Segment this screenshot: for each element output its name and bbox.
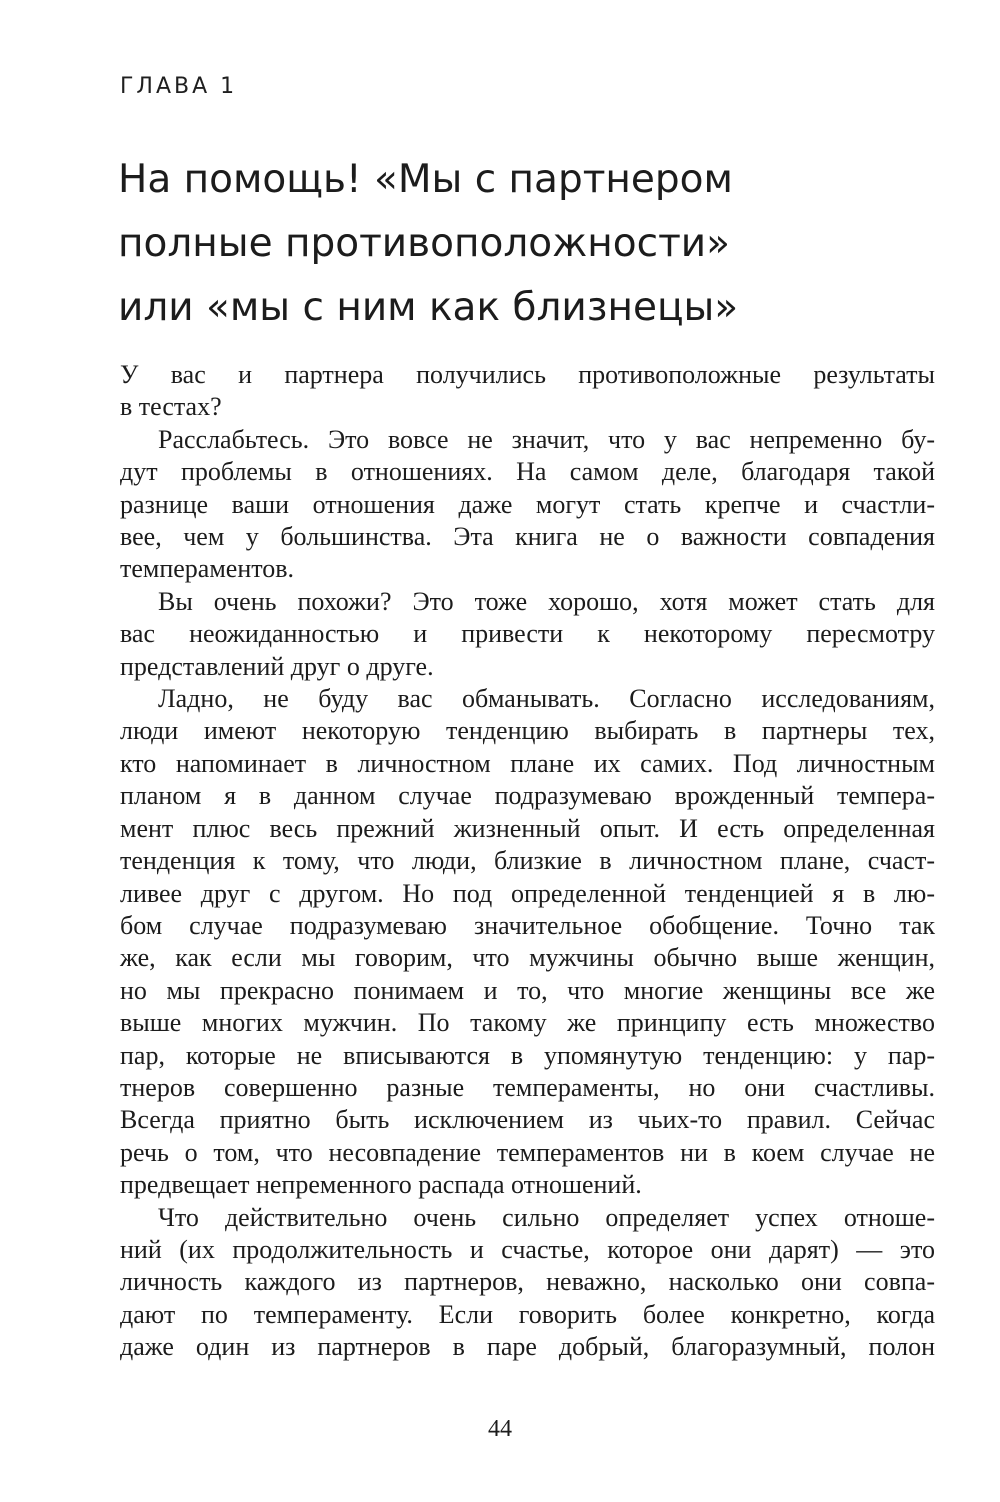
text-line: бом случае подразумеваю значительное обобщение. Точно так <box>120 910 935 940</box>
text-line: даже один из партнеров в паре добрый, благоразумный, полон <box>120 1332 935 1362</box>
chapter-title-line: или «мы с ним как близнецы» <box>118 285 739 330</box>
text-line: Ладно, не буду вас обманывать. Согласно исследованиям, <box>158 684 935 714</box>
text-line: Расслабьтесь. Это вовсе не значит, что у вас непременно бу- <box>158 424 935 454</box>
text-line: разнице ваши отношения даже могут стать крепче и счастли- <box>120 489 935 519</box>
text-line: тнеров совершенно разные темпераменты, но они счастливы. <box>120 1072 935 1102</box>
text-line: ний (их продолжительность и счастье, которое они дарят) — это <box>120 1234 935 1264</box>
text-line: тенденция к тому, что люди, близкие в личностном плане, счаст- <box>120 846 935 876</box>
chapter-title <box>118 148 938 340</box>
text-line: дают по темпераменту. Если говорить более конкретно, когда <box>120 1299 935 1329</box>
chapter-title-line: На помощь! «Мы с партнером <box>118 157 733 202</box>
chapter-label: ГЛАВА 1 <box>120 74 238 99</box>
text-line: выше многих мужчин. По такому же принципу есть множество <box>120 1008 935 1038</box>
paragraph <box>120 359 935 424</box>
text-line: предвещает непременного распада отношений. <box>120 1170 642 1200</box>
text-line: в тестах? <box>120 392 222 422</box>
text-line: планом я в данном случае подразумеваю врожденный темпера- <box>120 781 935 811</box>
text-line: же, как если мы говорим, что мужчины обычно выше женщин, <box>120 943 935 973</box>
paragraph <box>120 424 935 586</box>
chapter-title-line: полные противоположности» <box>118 221 731 266</box>
text-line: дут проблемы в отношениях. На самом деле, благодаря такой <box>120 457 935 487</box>
paragraph <box>120 1202 935 1364</box>
text-line: ливее друг с другом. Но под определенной тенденцией я в лю- <box>120 878 935 908</box>
text-line: Что действительно очень сильно определяет успех отноше- <box>158 1202 935 1232</box>
page-number: 44 <box>488 1416 512 1442</box>
text-line: Всегда приятно быть исключением из чьих-то правил. Сейчас <box>120 1105 935 1135</box>
paragraph <box>120 683 935 1202</box>
text-line: пар, которые не вписываются в упомянутую тенденцию: у пар- <box>120 1040 935 1070</box>
text-line: люди имеют некоторую тенденцию выбирать в партнеры тех, <box>120 716 935 746</box>
text-line: вас неожиданностью и привести к некоторому пересмотру <box>120 619 935 649</box>
text-line: Вы очень похожи? Это тоже хорошо, хотя может стать для <box>158 586 935 616</box>
text-line: мент плюс весь прежний жизненный опыт. И есть определенная <box>120 813 935 843</box>
text-line: вее, чем у большинства. Эта книга не о важности совпадения <box>120 522 935 552</box>
text-line: но мы прекрасно понимаем и то, что многие женщины все же <box>120 975 935 1005</box>
text-line: темпераментов. <box>120 554 295 584</box>
text-line: речь о том, что несовпадение темпераментов ни в коем случае не <box>120 1137 935 1167</box>
text-line: личность каждого из партнеров, неважно, насколько они совпа- <box>120 1267 935 1297</box>
body-text <box>120 359 935 1364</box>
text-line: кто напоминает в личностном плане их самих. Под личностным <box>120 748 935 778</box>
text-line: У вас и партнера получились противоположные результаты <box>120 360 935 389</box>
text-line: представлений друг о друге. <box>120 651 434 681</box>
paragraph <box>120 586 935 683</box>
